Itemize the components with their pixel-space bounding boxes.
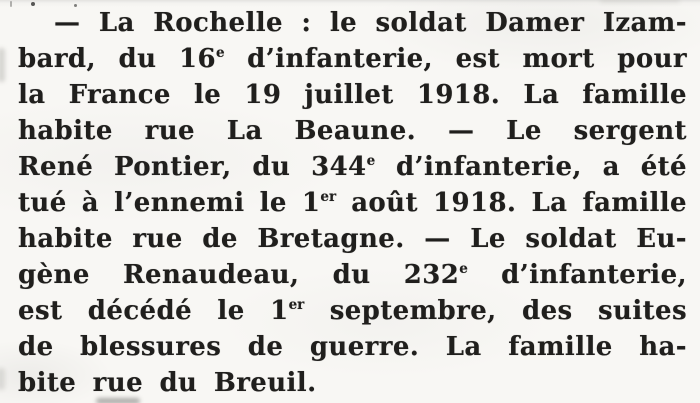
word: l’ennemi xyxy=(114,188,245,218)
word: Renaudeau, xyxy=(123,260,300,290)
word: Pontier, xyxy=(114,152,232,182)
word: 19 xyxy=(244,80,282,110)
text-line xyxy=(18,329,687,365)
word: rue xyxy=(132,224,183,254)
word: septembre, xyxy=(329,296,497,326)
text-line xyxy=(18,185,687,221)
word: du xyxy=(252,152,291,182)
word: tué xyxy=(18,188,67,218)
word: d’infanterie, xyxy=(501,260,687,290)
scan-smudge xyxy=(0,368,5,390)
word: Le xyxy=(506,116,542,146)
text-line xyxy=(18,77,687,113)
word: de xyxy=(18,332,54,362)
word: bard, xyxy=(18,44,96,74)
scan-smudge xyxy=(600,0,680,3)
word: habite xyxy=(18,224,113,254)
word: blessures xyxy=(80,332,222,362)
word: guerre. xyxy=(309,332,420,362)
word: famille xyxy=(508,332,613,362)
text-line xyxy=(18,257,687,293)
word: du xyxy=(332,260,371,290)
word: — xyxy=(54,8,81,38)
word: 1er xyxy=(270,296,305,326)
word: est xyxy=(18,296,63,326)
word: Breuil. xyxy=(213,368,317,398)
word: d’infanterie, xyxy=(395,152,582,182)
word: soldat xyxy=(375,8,467,38)
word: la xyxy=(18,80,46,110)
word: du xyxy=(118,44,157,74)
word: rue xyxy=(144,116,195,146)
word: a xyxy=(602,152,620,182)
text-line xyxy=(18,221,687,257)
word: des xyxy=(522,296,573,326)
word: habite xyxy=(18,116,113,146)
word: Beaune. xyxy=(294,116,417,146)
word: du xyxy=(159,368,198,398)
word: : xyxy=(301,8,312,38)
word: le xyxy=(259,188,287,218)
word: sergent xyxy=(573,116,687,146)
word: — xyxy=(447,116,475,146)
word: Eu- xyxy=(636,224,687,254)
word: gène xyxy=(18,260,90,290)
word: de xyxy=(202,224,238,254)
word: La xyxy=(445,332,482,362)
word: — xyxy=(424,224,451,254)
word: rue xyxy=(92,368,144,398)
word: mort xyxy=(522,44,595,74)
word: bite xyxy=(18,368,77,398)
word: le xyxy=(329,8,358,38)
word: ha- xyxy=(639,332,687,362)
word: famille xyxy=(582,188,687,218)
word: d’infanterie, xyxy=(247,44,434,74)
word: juillet xyxy=(304,80,394,110)
word: août xyxy=(351,188,418,218)
word: le xyxy=(217,296,245,326)
word: La xyxy=(523,80,560,110)
article-text xyxy=(18,5,687,401)
word: pour xyxy=(617,44,687,74)
word: Izam- xyxy=(602,8,687,38)
word: Bretagne. xyxy=(257,224,405,254)
word: 344e xyxy=(311,152,376,182)
word: Le xyxy=(470,224,506,254)
word: France xyxy=(68,80,171,110)
text-line xyxy=(18,365,687,401)
word: suites xyxy=(597,296,687,326)
word: de xyxy=(247,332,284,362)
word: 1918. xyxy=(416,80,501,110)
word: 1er xyxy=(301,188,337,218)
word: René xyxy=(18,152,94,182)
text-line xyxy=(18,113,687,149)
word: est xyxy=(455,44,500,74)
word: famille xyxy=(582,80,687,110)
text-line xyxy=(18,149,687,185)
word: Damer xyxy=(485,8,585,38)
word: 16e xyxy=(178,44,225,74)
word: à xyxy=(81,188,99,218)
ink-speckle xyxy=(10,1,12,7)
text-line xyxy=(18,293,687,329)
word: 232e xyxy=(403,260,468,290)
word: La xyxy=(531,188,568,218)
word: décédé xyxy=(87,296,193,326)
word: 1918. xyxy=(432,188,517,218)
word: Rochelle xyxy=(153,8,283,38)
word: le xyxy=(193,80,222,110)
text-line xyxy=(18,5,687,41)
word: été xyxy=(640,152,687,182)
word: La xyxy=(226,116,263,146)
scan-smudge xyxy=(0,48,5,82)
word: La xyxy=(98,8,135,38)
text-line xyxy=(18,41,687,77)
word: soldat xyxy=(525,224,617,254)
